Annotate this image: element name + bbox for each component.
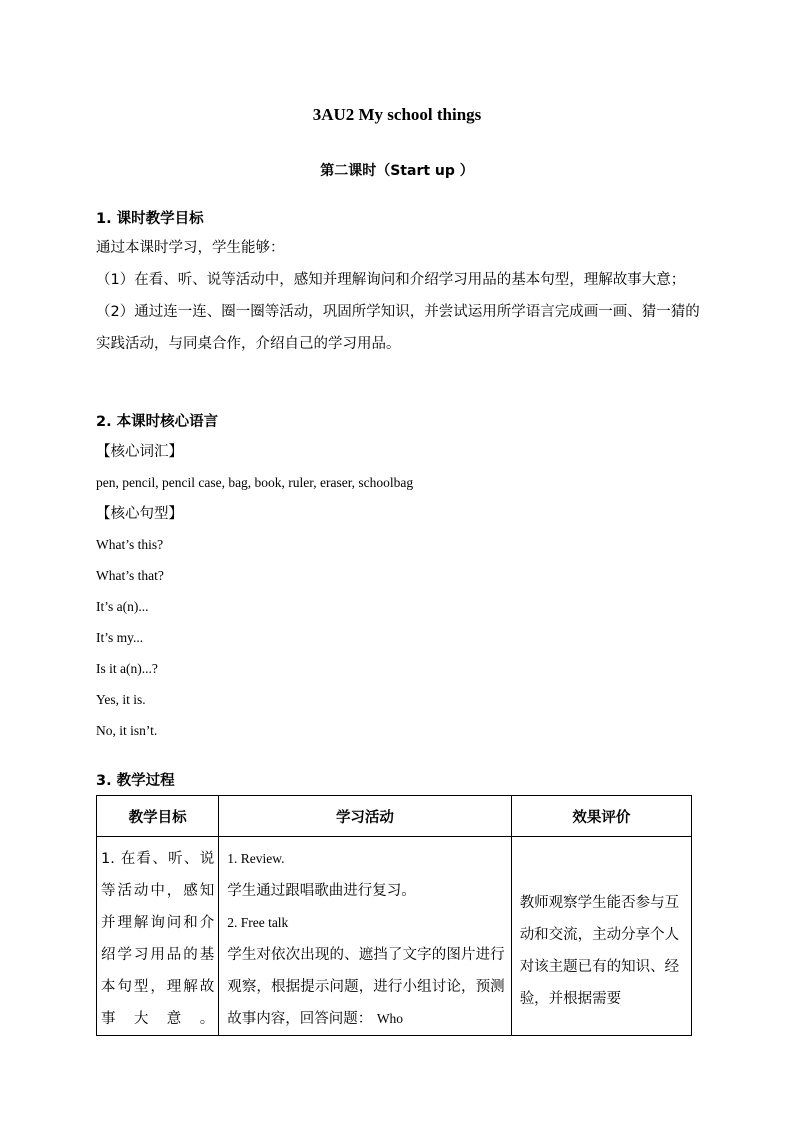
activity-freetalk-cn: 学生对依次出现的、遮挡了文字的图片进行观察，根据提示问题，进行小组讨论，预测故事内容，回答问题：: [227, 947, 505, 1027]
document-title: 3AU2 My school things: [312, 105, 482, 124]
goal-2: （2）通过连一连、圈一圈等活动，巩固所学知识，并尝试运用所学语言完成画一画、猜一猜的实践活动，与同桌合作，介绍自己的学习用品。: [96, 304, 700, 352]
section1-intro: 通过本课时学习，学生能够：: [96, 240, 285, 256]
activity-freetalk-en: Who: [376, 1011, 404, 1026]
table-header-row: [97, 796, 692, 837]
teaching-process-table: [96, 795, 692, 1036]
table-row: [97, 837, 692, 1036]
pattern-line: No, it isn’t.: [96, 723, 158, 738]
pattern-line: It’s a(n)...: [96, 599, 149, 614]
section3-heading: 3. 教学过程: [96, 773, 175, 789]
patterns-label: 【核心句型】: [96, 506, 183, 522]
section2-heading: 2. 本课时核心语言: [96, 414, 219, 430]
vocab-list: pen, pencil, pencil case, bag, book, ruler, eraser, schoolbag: [96, 475, 414, 490]
activity-freetalk-title: 2. Free talk: [227, 915, 289, 930]
activity-review-text: 学生通过跟唱歌曲进行复习。: [227, 883, 416, 899]
section1-heading: 1. 课时教学目标: [96, 211, 204, 227]
header-evaluation: 效果评价: [511, 796, 691, 837]
pattern-line: Yes, it is.: [96, 692, 146, 707]
activity-freetalk-text: [227, 939, 504, 1035]
activity-cell: [219, 837, 511, 1036]
lesson-subtitle: 第二课时（Start up ）: [320, 163, 474, 179]
pattern-line: What’s that?: [96, 568, 164, 583]
pattern-line: What’s this?: [96, 537, 164, 552]
evaluation-cell: 教师观察学生能否参与互动和交流，主动分享个人对该主题已有的知识、经验，并根据需要: [511, 837, 691, 1036]
activity-review-title: 1. Review.: [227, 851, 285, 866]
header-activity: 学习活动: [219, 796, 511, 837]
section1-body: [96, 232, 706, 360]
goal-cell: 1. 在看、听、说等活动中，感知并理解询问和介绍学习用品的基本句型，理解故事大意。: [97, 837, 219, 1036]
goal-1: （1）在看、听、说等活动中，感知并理解询问和介绍学习用品的基本句型，理解故事大意；: [96, 272, 686, 288]
header-goal: 教学目标: [97, 796, 219, 837]
pattern-line: It’s my...: [96, 630, 144, 645]
pattern-line: Is it a(n)...?: [96, 661, 158, 676]
vocab-label: 【核心词汇】: [96, 444, 183, 460]
